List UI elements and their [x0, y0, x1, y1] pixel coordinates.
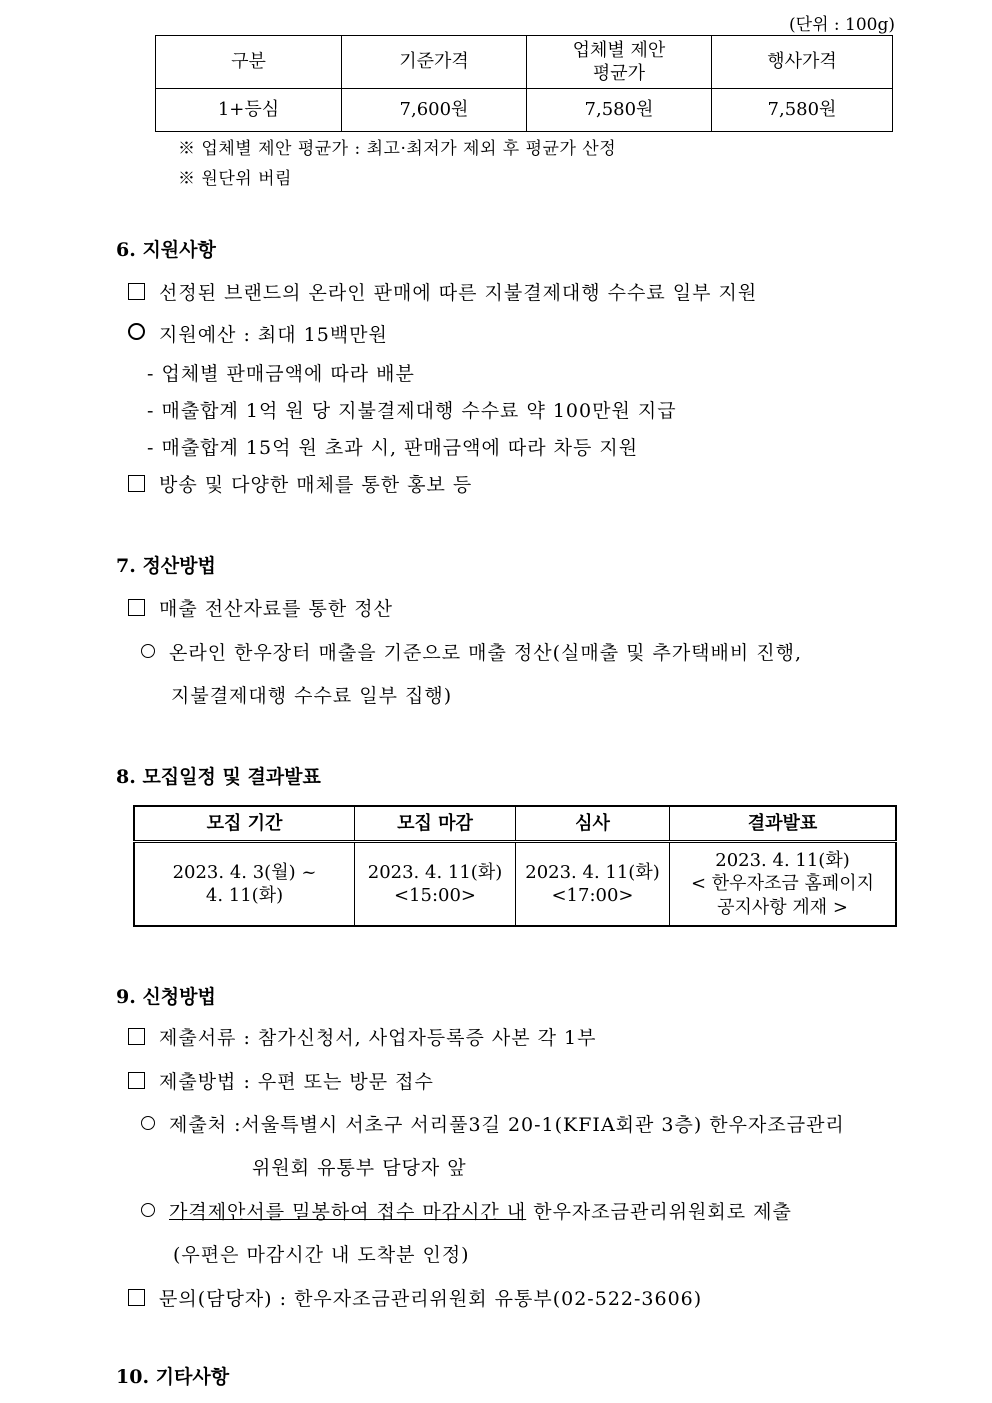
review-line-1: 2023. 4. 11(화)	[525, 861, 660, 883]
schedule-header-row	[134, 806, 896, 842]
cell-review	[516, 842, 670, 927]
header-avg-proposal	[527, 36, 712, 89]
section-6-sub-1-text: 지원예산 : 최대 15백만원	[159, 324, 388, 346]
review-line-2: <17:00>	[551, 885, 634, 906]
checkbox-square-icon	[128, 1072, 145, 1089]
section-7-sub-1-cont: 지불결제대행 수수료 일부 집행)	[171, 685, 453, 707]
table-row	[134, 842, 896, 927]
section-9-item-3-text: 문의(담당자) : 한우자조금관리위원회 유통부(02-522-3606)	[159, 1288, 703, 1310]
checkbox-square-icon	[128, 283, 145, 300]
note-average: ※ 업체별 제안 평균가 : 최고·최저가 제외 후 평균가 산정	[178, 139, 617, 159]
section-6-dash-3: - 매출합계 15억 원 초과 시, 판매금액에 따라 차등 지원	[147, 437, 639, 459]
circle-bullet-icon	[128, 323, 145, 340]
section-9-sub-2	[141, 1197, 792, 1224]
circle-bullet-icon	[141, 644, 155, 658]
table-header-row	[156, 36, 893, 89]
period-line-1: 2023. 4. 3(월) ~	[172, 861, 317, 883]
header-deadline: 모집 마감	[355, 806, 516, 842]
section-9-sub-2-rest: 한우자조금관리위원회로 제출	[526, 1201, 792, 1223]
section-9-item-1	[128, 1023, 597, 1050]
header-avg-proposal-line2: 평균가	[592, 63, 646, 84]
cell-event-price: 7,580원	[712, 89, 893, 132]
section-9-item-2	[128, 1067, 434, 1094]
announce-line-1: 2023. 4. 11(화)	[715, 849, 850, 871]
header-review: 심사	[516, 806, 670, 842]
header-avg-proposal-line1: 업체별 제안	[572, 39, 666, 61]
section-9-item-3	[128, 1284, 702, 1311]
section-9-sub-1-cont: 위원회 유통부 담당자 앞	[252, 1157, 467, 1179]
header-base-price: 기준가격	[342, 36, 527, 89]
checkbox-square-icon	[128, 1028, 145, 1045]
cell-grade: 1+등심	[156, 89, 342, 132]
section-9-title: 9. 신청방법	[116, 986, 216, 1008]
circle-bullet-icon	[141, 1203, 155, 1217]
header-category: 구분	[156, 36, 342, 89]
checkbox-square-icon	[128, 599, 145, 616]
deadline-line-2: <15:00>	[393, 885, 477, 906]
header-announce: 결과발표	[670, 806, 897, 842]
deadline-line-1: 2023. 4. 11(화)	[367, 861, 503, 883]
section-9-item-1-text: 제출서류 : 참가신청서, 사업자등록증 사본 각 1부	[159, 1027, 597, 1049]
schedule-table	[133, 805, 897, 927]
cell-avg-proposal: 7,580원	[527, 89, 712, 132]
section-10-title: 10. 기타사항	[116, 1366, 230, 1388]
section-6-item-2-text: 방송 및 다양한 매체를 통한 홍보 등	[159, 474, 473, 496]
section-6-item-1-text: 선정된 브랜드의 온라인 판매에 따른 지불결제대행 수수료 일부 지원	[159, 282, 758, 304]
announce-line-3: 공지사항 게재 >	[717, 896, 848, 918]
section-7-sub-1-text: 온라인 한우장터 매출을 기준으로 매출 정산(실매출 및 추가택배비 진행,	[169, 642, 803, 664]
section-7-item-1	[128, 594, 393, 621]
period-line-2: 4. 11(화)	[205, 885, 284, 906]
section-7-item-1-text: 매출 전산자료를 통한 정산	[159, 598, 394, 620]
section-7-title: 7. 정산방법	[116, 555, 216, 577]
cell-base-price: 7,600원	[342, 89, 527, 132]
checkbox-square-icon	[128, 1289, 145, 1306]
checkbox-square-icon	[128, 475, 145, 492]
section-9-sub-2-underlined: 가격제안서를 밀봉하여 접수 마감시간 내	[169, 1201, 527, 1223]
section-6-dash-2: - 매출합계 1억 원 당 지불결제대행 수수료 약 100만원 지급	[147, 400, 677, 422]
cell-announce	[670, 842, 897, 927]
section-6-title: 6. 지원사항	[116, 239, 216, 261]
announce-line-2: < 한우자조금 홈페이지	[690, 873, 875, 895]
section-7-sub-1	[141, 638, 802, 665]
cell-period	[134, 842, 355, 927]
section-9-sub-1-text: 제출처 :서울특별시 서초구 서리풀3길 20-1(KFIA회관 3층) 한우자조금관리	[169, 1114, 845, 1136]
section-6-sub-1	[128, 320, 388, 347]
header-period: 모집 기간	[134, 806, 355, 842]
table-row	[156, 89, 893, 132]
price-table	[155, 35, 893, 132]
unit-note: (단위 : 100g)	[789, 15, 895, 35]
section-8-title: 8. 모집일정 및 결과발표	[116, 766, 321, 788]
circle-bullet-icon	[141, 1116, 155, 1130]
cell-deadline	[355, 842, 516, 927]
section-9-sub-2-cont: (우편은 마감시간 내 도착분 인정)	[173, 1244, 470, 1266]
section-6-item-1	[128, 278, 757, 305]
section-6-item-2	[128, 470, 472, 497]
section-6-dash-1: - 업체별 판매금액에 따라 배분	[147, 363, 415, 385]
header-event-price: 행사가격	[712, 36, 893, 89]
section-9-item-2-text: 제출방법 : 우편 또는 방문 접수	[159, 1071, 434, 1093]
section-9-sub-1	[141, 1110, 845, 1137]
note-rounding: ※ 원단위 버림	[178, 169, 292, 189]
